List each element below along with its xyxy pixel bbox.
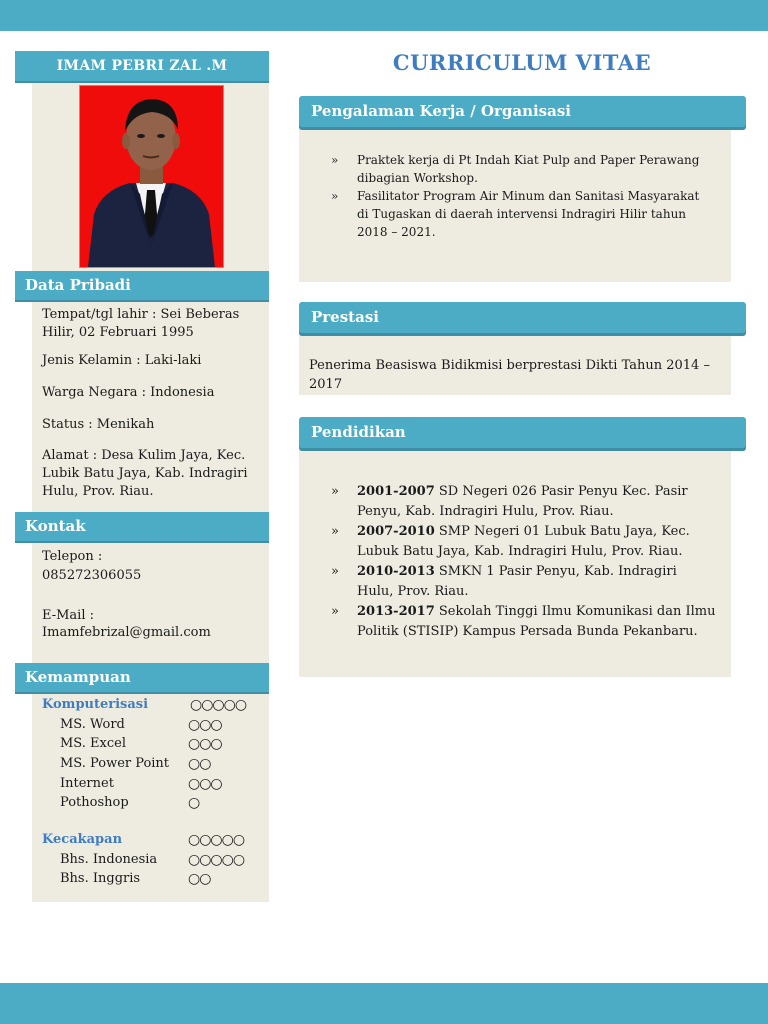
skill-name: Bhs. Inggris (60, 871, 141, 886)
marital-status: Status : Menikah (42, 417, 155, 432)
work-item-text: Fasilitator Program Air Minum dan Sanitasi Masyarakat di Tugaskan di daerah intervensi Indragiri Hilir tahun 2018 – 2021. (357, 189, 700, 239)
education-list (331, 482, 716, 642)
top-banner (0, 0, 768, 31)
education-desc: Sekolah Tinggi Ilmu Komunikasi dan Ilmu Politik (STISIP) Kampus Persada Bunda Pekanbaru. (357, 604, 716, 639)
skill-level-circles: ○○○ (188, 776, 222, 792)
work-experience-list (331, 151, 711, 241)
bullet-marker: » (331, 484, 339, 499)
section-header-pengalaman: Pengalaman Kerja / Organisasi (299, 96, 746, 127)
bullet-marker: » (331, 564, 339, 579)
list-item (331, 482, 716, 522)
section-header-kemampuan: Kemampuan (15, 663, 269, 692)
phone-label: Telepon : (42, 549, 103, 564)
skill-level-circles: ○○ (188, 756, 211, 772)
skill-name: MS. Power Point (60, 756, 170, 771)
list-item (331, 602, 716, 642)
profile-photo (79, 85, 224, 268)
education-years: 2013-2017 (357, 604, 435, 619)
skill-level-circles: ○○○ (188, 717, 222, 733)
birth-info: Tempat/tgl lahir : Sei Beberas Hilir, 02 Februari 1995 (42, 307, 240, 340)
skill-level-circles: ○○○○○ (188, 852, 245, 868)
address-info: Alamat : Desa Kulim Jaya, Kec. Lubik Batu Jaya, Kab. Indragiri Hulu, Prov. Riau. (42, 448, 248, 499)
phone-number: 085272306055 (42, 568, 142, 583)
education-desc: SD Negeri 026 Pasir Penyu Kec. Pasir Penyu, Kab. Indragiri Hulu, Prov. Riau. (357, 484, 688, 519)
page-title: CURRICULUM VITAE (392, 50, 652, 75)
section-header-data-pribadi: Data Pribadi (15, 271, 269, 300)
bottom-banner (0, 983, 768, 1024)
bullet-marker: » (331, 604, 339, 619)
education-desc: SMP Negeri 01 Lubuk Batu Jaya, Kec. Lubuk Batu Jaya, Kab. Indragiri Hulu, Prov. Riau. (357, 524, 690, 559)
list-item (331, 151, 711, 187)
skill-name: Pothoshop (60, 795, 129, 810)
portrait-image (80, 86, 223, 267)
bullet-marker: » (331, 524, 339, 539)
skill-group-computer: Komputerisasi (42, 697, 149, 712)
skill-level-circles: ○○ (188, 871, 211, 887)
section-header-kontak: Kontak (15, 512, 269, 541)
skill-level-circles: ○ (188, 795, 200, 811)
bullet-marker: » (331, 153, 339, 167)
skill-name: MS. Excel (60, 736, 126, 751)
skill-name: Internet (60, 776, 114, 791)
section-header-pendidikan: Pendidikan (299, 417, 746, 448)
bullet-marker: » (331, 189, 339, 203)
skill-level-circles: ○○○○○ (190, 697, 247, 713)
skill-name: Bhs. Indonesia (60, 852, 158, 867)
citizenship-info: Warga Negara : Indonesia (42, 385, 215, 400)
list-item (331, 562, 716, 602)
list-item (331, 187, 711, 241)
email-address: Imamfebrizal@gmail.com (42, 625, 211, 640)
education-years: 2007-2010 (357, 524, 435, 539)
email-label: E-Mail : (42, 608, 95, 623)
work-item-text: Praktek kerja di Pt Indah Kiat Pulp and Paper Perawang dibagian Workshop. (357, 153, 700, 185)
skill-name: MS. Word (60, 717, 125, 732)
education-years: 2010-2013 (357, 564, 435, 579)
skill-level-circles: ○○○○○ (188, 832, 245, 848)
name-header: IMAM PEBRI ZAL .M (15, 51, 269, 81)
achievement-text: Penerima Beasiswa Bidikmisi berprestasi Dikti Tahun 2014 – 2017 (309, 358, 710, 392)
education-desc: SMKN 1 Pasir Penyu, Kab. Indragiri Hulu, Prov. Riau. (357, 564, 677, 599)
education-years: 2001-2007 (357, 484, 435, 499)
skill-level-circles: ○○○ (188, 736, 222, 752)
section-header-prestasi: Prestasi (299, 302, 746, 333)
list-item (331, 522, 716, 562)
gender-info: Jenis Kelamin : Laki-laki (42, 353, 202, 368)
skill-group-language: Kecakapan (42, 832, 123, 847)
